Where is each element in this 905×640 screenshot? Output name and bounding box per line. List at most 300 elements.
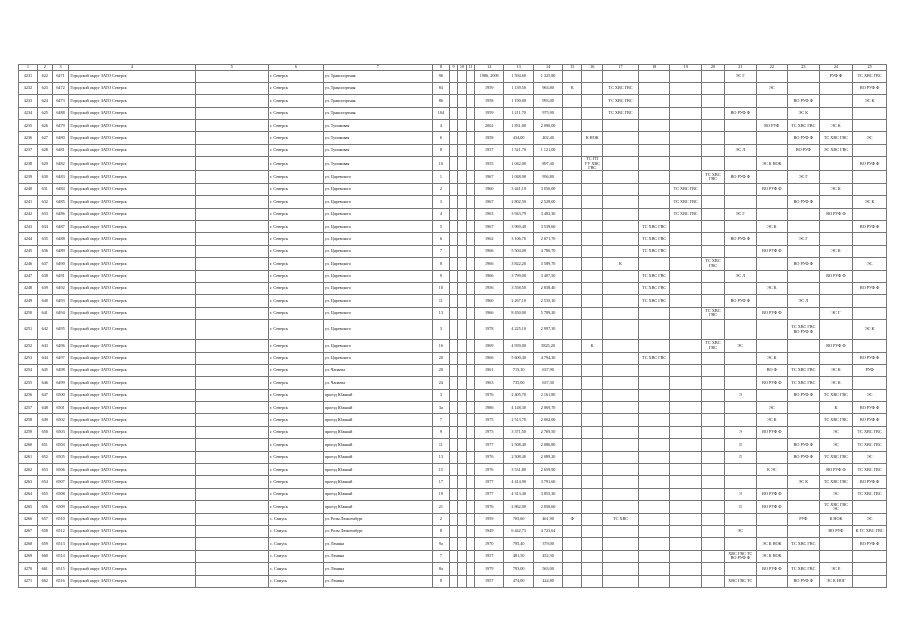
table-cell — [756, 144, 788, 156]
table-cell — [449, 563, 457, 575]
table-cell: ул. Царевского — [323, 245, 432, 257]
table-cell: 24 — [432, 377, 449, 389]
table-cell — [458, 307, 466, 319]
table-cell: Э — [725, 488, 757, 500]
table-cell: 8а — [432, 563, 449, 575]
table-cell: 6490 — [52, 258, 69, 270]
table-cell: 4 939,00 — [504, 340, 533, 352]
table-row — [19, 451, 887, 463]
table-cell: 1957 — [475, 575, 504, 587]
table-cell — [670, 95, 702, 107]
table-cell — [466, 501, 474, 513]
table-cell: 6485 — [52, 196, 69, 208]
table-cell: 627 — [37, 132, 52, 144]
table-cell — [819, 320, 853, 340]
table-cell: ул. Царевского — [323, 208, 432, 220]
table-cell — [458, 451, 466, 463]
table-cell: 1976 — [475, 389, 504, 401]
table-cell — [725, 82, 757, 94]
table-cell — [725, 120, 757, 132]
table-cell — [701, 120, 724, 132]
table-cell: ТС ХВС ГВС — [788, 364, 820, 376]
table-cell — [670, 233, 702, 245]
table-cell: 4248 — [19, 282, 38, 294]
table-cell: 4261 — [19, 451, 38, 463]
table-cell: 6488 — [52, 233, 69, 245]
table-cell: 1967 — [475, 171, 504, 183]
table-cell: г. Северск — [269, 82, 324, 94]
table-cell: ВО РУФ Ф — [819, 208, 853, 220]
table-cell: г. Северск — [269, 402, 324, 414]
table-cell: г. Северск — [269, 107, 324, 119]
table-cell — [670, 513, 702, 525]
table-cell: г. Северск — [269, 501, 324, 513]
table-cell — [638, 307, 670, 319]
table-cell — [725, 221, 757, 233]
table-cell: 956,80 — [533, 171, 562, 183]
table-cell: ВО РУФ Ф — [788, 196, 820, 208]
table-cell — [819, 82, 853, 94]
table-cell — [582, 377, 603, 389]
table-cell: с. Самусь — [269, 538, 324, 550]
table-cell — [603, 171, 639, 183]
table-cell: 424,80 — [533, 575, 562, 587]
table-cell — [756, 70, 788, 82]
table-cell — [638, 132, 670, 144]
table-cell: 793,00 — [504, 563, 533, 575]
table-cell: г. Северск — [269, 208, 324, 220]
table-cell: ВО РУФ Ф — [725, 233, 757, 245]
table-cell — [670, 550, 702, 562]
table-cell — [449, 488, 457, 500]
table-cell: с. Самусь — [269, 575, 324, 587]
table-cell: 3 969,40 — [504, 221, 533, 233]
table-row — [19, 82, 887, 94]
table-cell — [853, 340, 887, 352]
table-row — [19, 526, 887, 538]
table-cell — [458, 501, 466, 513]
table-cell: 637 — [37, 258, 52, 270]
table-cell — [756, 320, 788, 340]
table-cell: ЭС — [819, 439, 853, 451]
table-cell: ЭС К НОК — [756, 157, 788, 171]
table-cell: ВО РУФ Ф — [853, 414, 887, 426]
table-cell: ул. Чапаева — [323, 364, 432, 376]
table-cell: 2002 — [475, 120, 504, 132]
table-cell: 4244 — [19, 233, 38, 245]
table-cell — [582, 364, 603, 376]
table-cell — [701, 295, 724, 307]
table-cell: 2 090,00 — [533, 120, 562, 132]
table-cell: ВО РУФ Ф — [819, 464, 853, 476]
table-cell — [466, 132, 474, 144]
table-cell — [638, 171, 670, 183]
table-cell — [458, 364, 466, 376]
table-cell — [195, 144, 269, 156]
column-header: 15 — [563, 65, 582, 71]
table-cell — [563, 538, 582, 550]
table-cell — [701, 82, 724, 94]
table-row — [19, 70, 887, 82]
table-cell: 4231 — [19, 70, 38, 82]
table-cell: г. Северск — [269, 157, 324, 171]
table-cell: ВО РУФ Ф — [853, 352, 887, 364]
table-cell: проезд Южный — [323, 476, 432, 488]
table-cell: Городской округ ЗАТО Северск — [69, 95, 195, 107]
table-cell — [563, 563, 582, 575]
table-cell — [725, 196, 757, 208]
table-cell: ТС ХВС ГВС — [638, 295, 670, 307]
table-cell: г. Северск — [269, 320, 324, 340]
table-cell: г. Северск — [269, 389, 324, 401]
table-cell: Городской округ ЗАТО Северск — [69, 258, 195, 270]
table-cell — [195, 95, 269, 107]
table-cell — [638, 414, 670, 426]
table-cell — [195, 107, 269, 119]
table-cell: 4236 — [19, 132, 38, 144]
table-cell: 20 — [432, 352, 449, 364]
table-cell: 1976 — [475, 501, 504, 513]
table-cell — [638, 451, 670, 463]
table-cell: К — [819, 402, 853, 414]
table-cell: ТС ХВС ГВС — [788, 120, 820, 132]
table-cell: 628 — [37, 144, 52, 156]
table-cell: ЭС К — [819, 245, 853, 257]
table-cell — [853, 295, 887, 307]
table-cell: 4257 — [19, 402, 38, 414]
table-cell: ВО Ф — [756, 364, 788, 376]
table-cell: 633 — [37, 208, 52, 220]
table-cell — [670, 82, 702, 94]
table-row — [19, 171, 887, 183]
table-cell — [466, 95, 474, 107]
column-header: 25 — [853, 65, 887, 71]
table-cell: 1 831,00 — [504, 120, 533, 132]
table-cell: 4269 — [19, 550, 38, 562]
table-cell — [819, 157, 853, 171]
table-cell — [638, 340, 670, 352]
table-cell: 641 — [37, 307, 52, 319]
table-cell: 104 — [432, 107, 449, 119]
table-cell: 6506 — [52, 464, 69, 476]
table-cell — [756, 476, 788, 488]
table-cell: ул. Царевского — [323, 320, 432, 340]
table-cell: ТС ХВС ГВС — [788, 563, 820, 575]
table-cell: Городской округ ЗАТО Северск — [69, 501, 195, 513]
table-cell — [756, 95, 788, 107]
table-cell: проезд Южный — [323, 451, 432, 463]
table-cell — [466, 295, 474, 307]
table-cell — [725, 157, 757, 171]
table-cell: г. Северск — [269, 364, 324, 376]
table-cell — [701, 414, 724, 426]
column-header: 2 — [37, 65, 52, 71]
table-cell — [638, 183, 670, 195]
table-cell — [756, 439, 788, 451]
table-cell: 1966 — [475, 352, 504, 364]
table-cell: 1958 — [475, 132, 504, 144]
table-cell — [466, 526, 474, 538]
table-cell — [819, 171, 853, 183]
table-cell — [195, 196, 269, 208]
table-cell: 6472 — [52, 82, 69, 94]
table-cell — [670, 70, 702, 82]
table-cell — [466, 488, 474, 500]
table-cell: 6494 — [52, 307, 69, 319]
table-cell — [670, 340, 702, 352]
table-cell — [563, 426, 582, 438]
table-cell: 2 050,60 — [533, 501, 562, 513]
table-row — [19, 439, 887, 451]
table-cell — [638, 575, 670, 587]
column-header: 18 — [638, 65, 670, 71]
table-cell: проезд Южный — [323, 426, 432, 438]
table-cell — [725, 377, 757, 389]
table-cell: 3 371,50 — [504, 426, 533, 438]
table-cell: ТС ХВС ГВС — [819, 414, 853, 426]
table-cell: 4254 — [19, 364, 38, 376]
table-cell: г. Северск — [269, 144, 324, 156]
table-cell — [638, 196, 670, 208]
table-cell: ТС ХВС ГВС — [638, 270, 670, 282]
table-cell — [603, 282, 639, 294]
table-cell — [449, 389, 457, 401]
table-row — [19, 95, 887, 107]
table-row — [19, 402, 887, 414]
table-cell: 1975 — [475, 426, 504, 438]
column-header: 20 — [701, 65, 724, 71]
table-cell — [563, 414, 582, 426]
table-cell — [603, 157, 639, 171]
table-cell: ТС ХВС ГВС — [819, 132, 853, 144]
table-cell — [701, 402, 724, 414]
table-cell: 4 786,70 — [533, 245, 562, 257]
table-cell — [449, 183, 457, 195]
table-cell: ВО РУФ Ф — [756, 377, 788, 389]
table-cell — [466, 389, 474, 401]
table-cell: 2 513,70 — [504, 414, 533, 426]
table-cell: 6471 — [52, 70, 69, 82]
table-cell — [582, 295, 603, 307]
table-cell: 8 — [432, 575, 449, 587]
table-cell: 660 — [37, 550, 52, 562]
table-cell: ЭС Е — [819, 563, 853, 575]
table-cell: 3 441,10 — [504, 183, 533, 195]
table-cell — [466, 575, 474, 587]
table-cell: 6495 — [52, 320, 69, 340]
table-cell: 1966 — [475, 270, 504, 282]
table-cell: ЭС — [853, 389, 887, 401]
table-cell — [449, 282, 457, 294]
table-cell: ТС ХВС ГВС — [638, 233, 670, 245]
table-cell — [458, 513, 466, 525]
table-cell: 6507 — [52, 476, 69, 488]
table-cell — [195, 426, 269, 438]
table-cell — [458, 464, 466, 476]
table-cell — [582, 476, 603, 488]
table-cell — [449, 120, 457, 132]
table-cell — [603, 389, 639, 401]
table-cell — [701, 575, 724, 587]
table-cell: 1960 — [475, 295, 504, 307]
table-cell: 644 — [37, 352, 52, 364]
table-cell: 1962 — [475, 233, 504, 245]
table-cell: 2 535,10 — [533, 295, 562, 307]
table-cell — [563, 157, 582, 171]
table-row — [19, 476, 887, 488]
table-cell — [458, 352, 466, 364]
table-cell: ТС ХВС ГВС — [670, 208, 702, 220]
table-cell — [701, 183, 724, 195]
table-cell — [195, 439, 269, 451]
table-row — [19, 295, 887, 307]
table-cell — [701, 439, 724, 451]
table-cell — [701, 208, 724, 220]
table-cell — [449, 476, 457, 488]
table-cell — [195, 563, 269, 575]
table-cell — [466, 120, 474, 132]
table-cell — [563, 171, 582, 183]
table-cell — [603, 526, 639, 538]
table-cell: 4253 — [19, 352, 38, 364]
table-cell: ЭС К НОК — [756, 538, 788, 550]
table-cell — [638, 95, 670, 107]
table-cell — [466, 258, 474, 270]
table-cell — [788, 340, 820, 352]
table-cell — [819, 221, 853, 233]
table-cell: 6504 — [52, 439, 69, 451]
table-cell: ТС ХВС ГВС — [701, 258, 724, 270]
table-cell: 4264 — [19, 488, 38, 500]
table-cell — [788, 526, 820, 538]
table-cell — [563, 144, 582, 156]
table-cell — [563, 402, 582, 414]
table-cell — [670, 538, 702, 550]
table-cell — [195, 245, 269, 257]
table-cell: Городской округ ЗАТО Северск — [69, 320, 195, 340]
table-cell — [701, 320, 724, 340]
table-cell — [582, 563, 603, 575]
table-cell — [466, 107, 474, 119]
table-cell: 6500 — [52, 389, 69, 401]
table-cell: 1977 — [475, 476, 504, 488]
table-cell: 4258 — [19, 414, 38, 426]
table-cell — [756, 233, 788, 245]
table-row — [19, 364, 887, 376]
table-cell: проезд Южный — [323, 414, 432, 426]
table-cell — [563, 340, 582, 352]
table-cell — [725, 364, 757, 376]
table-cell — [195, 183, 269, 195]
table-cell — [466, 157, 474, 171]
table-cell: 1967 — [475, 221, 504, 233]
table-cell: ЭС Л — [725, 270, 757, 282]
table-cell: 4260 — [19, 439, 38, 451]
table-cell — [449, 501, 457, 513]
table-cell: 1 042,00 — [504, 157, 533, 171]
table-cell: 86 — [432, 95, 449, 107]
table-cell — [466, 364, 474, 376]
table-cell: 1961 — [475, 364, 504, 376]
table-cell: 705,60 — [504, 513, 533, 525]
table-cell: 19 — [432, 488, 449, 500]
table-cell — [638, 476, 670, 488]
table-cell: Городской округ ЗАТО Северск — [69, 451, 195, 463]
table-cell: 6481 — [52, 144, 69, 156]
table-cell: г. Северск — [269, 414, 324, 426]
table-cell: 1 048,90 — [504, 171, 533, 183]
table-cell: Городской округ ЗАТО Северск — [69, 439, 195, 451]
table-cell — [582, 196, 603, 208]
table-cell: Ф — [563, 513, 582, 525]
table-cell — [458, 95, 466, 107]
table-cell — [563, 464, 582, 476]
table-cell: 735,00 — [504, 377, 533, 389]
table-cell — [788, 183, 820, 195]
table-cell — [701, 245, 724, 257]
table-cell — [725, 307, 757, 319]
table-cell: 4 — [432, 208, 449, 220]
table-cell: ТС ХВС ГВС — [788, 377, 820, 389]
table-cell: 6508 — [52, 488, 69, 500]
table-cell: 642 — [37, 320, 52, 340]
table-cell: ЭС К — [819, 183, 853, 195]
table-cell — [195, 414, 269, 426]
table-cell: 1986 — [475, 402, 504, 414]
table-cell: ЭС — [853, 451, 887, 463]
table-cell — [563, 70, 582, 82]
table-cell: ЭС К — [756, 282, 788, 294]
table-cell: ВО РУФ Ф — [853, 402, 887, 414]
table-cell: ВО РУФ Ф — [725, 107, 757, 119]
table-cell: 2 086,80 — [533, 439, 562, 451]
table-cell — [638, 550, 670, 562]
table-cell: 624 — [37, 95, 52, 107]
table-cell — [563, 488, 582, 500]
table-cell — [756, 107, 788, 119]
table-cell: ВО РУФ Ф — [756, 183, 788, 195]
table-cell — [670, 414, 702, 426]
table-cell — [582, 144, 603, 156]
table-cell — [582, 82, 603, 94]
table-cell — [638, 258, 670, 270]
table-cell — [195, 282, 269, 294]
table-cell — [466, 451, 474, 463]
table-cell: 6513 — [52, 538, 69, 550]
table-cell — [725, 258, 757, 270]
table-cell — [449, 575, 457, 587]
table-cell — [449, 171, 457, 183]
table-cell: ЭС К — [756, 352, 788, 364]
table-row — [19, 233, 887, 245]
table-cell: ЭС — [725, 340, 757, 352]
table-cell — [603, 550, 639, 562]
table-cell — [449, 451, 457, 463]
table-cell: ТС ХВС ГВС — [819, 476, 853, 488]
table-cell: 6509 — [52, 501, 69, 513]
table-cell: Л — [725, 439, 757, 451]
table-cell: 1977 — [475, 488, 504, 500]
table-cell: Городской округ ЗАТО Северск — [69, 183, 195, 195]
table-row — [19, 464, 887, 476]
table-cell: 659 — [37, 538, 52, 550]
table-cell: 20 — [432, 364, 449, 376]
table-cell — [788, 501, 820, 513]
table-cell: ВО РУФ Ф — [788, 451, 820, 463]
column-header: 3 — [52, 65, 69, 71]
table-cell: ТС ХВС ГВС — [701, 340, 724, 352]
table-cell — [458, 144, 466, 156]
